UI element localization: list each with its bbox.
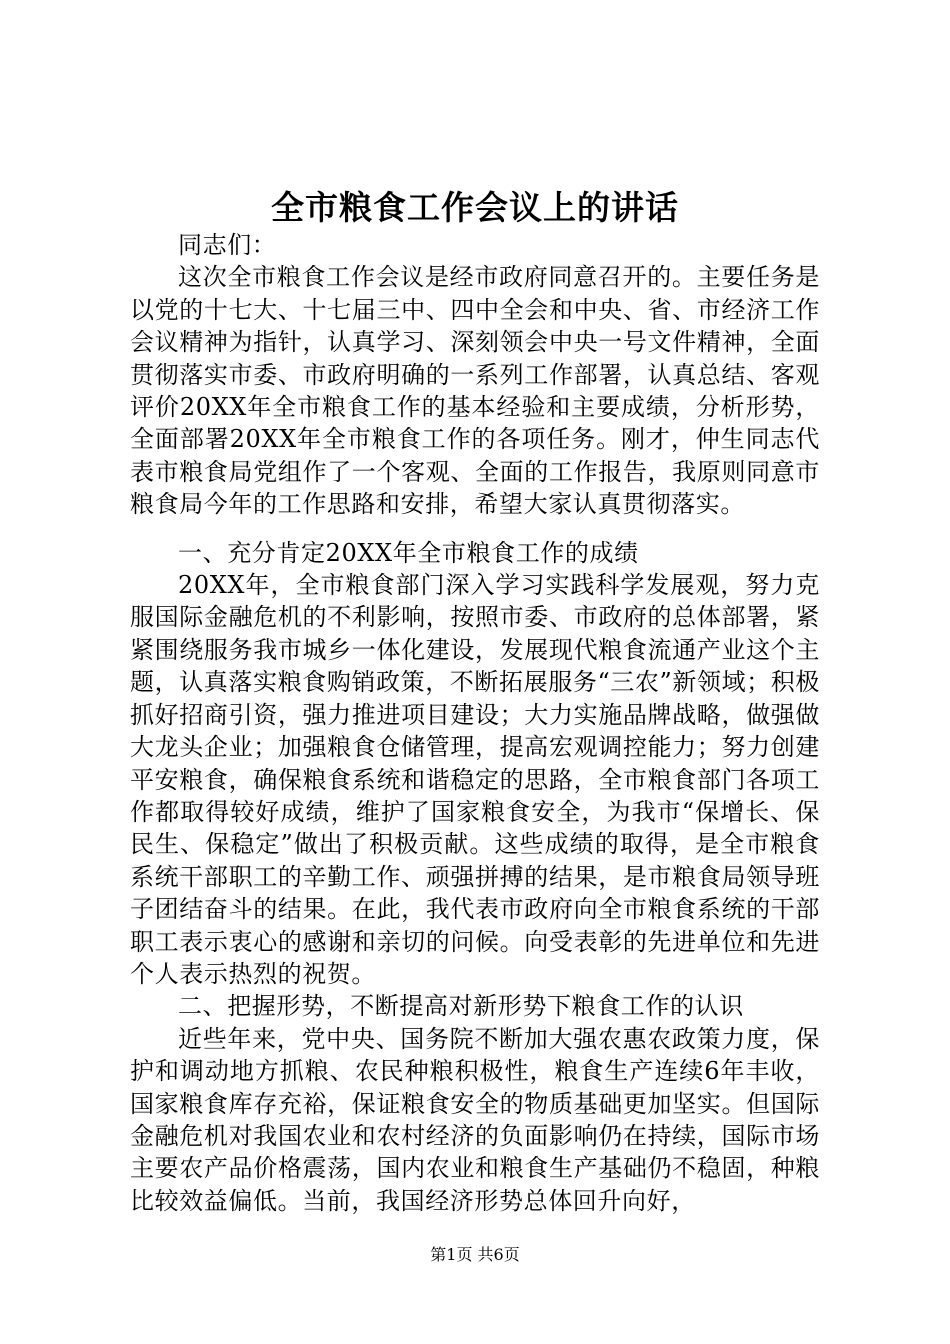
paragraph-situation: 近些年来，党中央、国务院不断加大强农惠农政策力度，保护和调动地方抓粮、农民种粮积极性，粮食生产连续6年丰收，国家粮食库存充裕，保证粮食安全的物质基础更加坚实。但国际金融危机对我国农业和农村经济的负面影响仍在持续，国际市场主要农产品价格震荡，国内农业和粮食生产基础仍不稳固，种粮比较效益偏低。当前，我国经济形势总体回升向好，: [130, 1024, 820, 1215]
page-number-footer: 第1页 共6页: [430, 1245, 520, 1264]
paragraph-intro: 这次全市粮食工作会议是经市政府同意召开的。主要任务是以党的十七大、十七届三中、四中全会和中央、省、市经济工作会议精神为指针，认真学习、深刻领会中央一号文件精神，全面贯彻落实市委、市政府明确的一系列工作部署，认真总结、客观评价20XX年全市粮食工作的基本经验和主要成绩，分析形势，全面部署20XX年全市粮食工作的各项任务。刚才，仲生同志代表市粮食局党组作了一个客观、全面的工作报告，我原则同意市粮食局今年的工作思路和安排，希望大家认真贯彻落实。: [130, 263, 820, 519]
salutation: 同志们：: [178, 231, 277, 259]
section-heading-1: 一、充分肯定20XX年全市粮食工作的成绩: [178, 538, 639, 567]
paragraph-achievements: 20XX年，全市粮食部门深入学习实践科学发展观，努力克服国际金融危机的不利影响，按照市委、市政府的总体部署，紧紧围绕服务我市城乡一体化建设，发展现代粮食流通产业这个主题，认真落实粮食购销政策，不断拓展服务“三农”新领域；积极抓好招商引资，强力推进项目建设；大力实施品牌战略，做强做大龙头企业；加强粮食仓储管理，提高宏观调控能力；努力创建平安粮食，确保粮食系统和谐稳定的思路，全市粮食部门各项工作都取得较好成绩，维护了国家粮食安全，为我市“保增长、保民生、保稳定”做出了积极贡献。这些成绩的取得，是全市粮食系统干部职工的辛勤工作、顽强拼搏的结果，是市粮食局领导班子团结奋斗的结果。在此，我代表市政府向全市粮食系统的干部职工表示衷心的感谢和亲切的问候。向受表彰的先进单位和先进个人表示热烈的祝贺。: [130, 571, 820, 988]
document-title: 全市粮食工作会议上的讲话: [271, 188, 679, 227]
section-heading-2: 二、把握形势，不断提高对新形势下粮食工作的认识: [178, 992, 744, 1021]
document-body: [130, 229, 820, 1217]
